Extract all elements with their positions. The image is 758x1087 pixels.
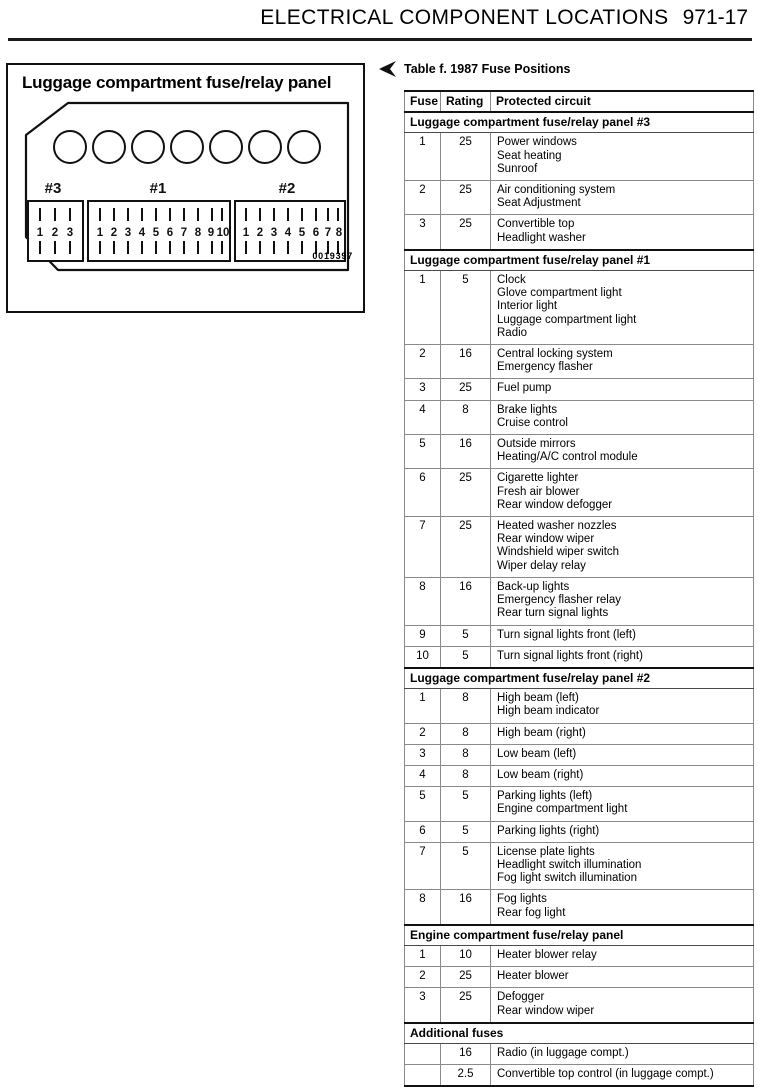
cell-fuse-rating: 5 (441, 625, 491, 646)
circuit-line: Central locking system (497, 348, 613, 361)
circuit-line: Outside mirrors (497, 438, 576, 451)
table-row (405, 765, 754, 786)
cell-protected-circuit (491, 517, 754, 578)
circuit-line: Rear fog light (497, 906, 566, 919)
table-row (405, 577, 754, 625)
circuit-line: Emergency flasher (497, 361, 593, 374)
cell-fuse-number: 3 (405, 215, 441, 250)
cell-protected-circuit (491, 646, 754, 668)
cell-fuse-rating: 25 (441, 379, 491, 400)
circuit-line: Convertible top control (in luggage compt.) (497, 1068, 714, 1081)
circuit-line: Low beam (left) (497, 747, 577, 760)
table-row (405, 1065, 754, 1087)
svg-text:7: 7 (180, 227, 188, 239)
svg-text:1: 1 (242, 227, 250, 239)
svg-text:8: 8 (335, 227, 343, 239)
cell-fuse-rating: 8 (441, 765, 491, 786)
diagram-caption: Luggage compartment fuse/relay panel (22, 73, 332, 92)
cell-fuse-number: 1 (405, 271, 441, 345)
circuit-line: Heating/A/C control module (497, 451, 638, 464)
cell-fuse-number: 7 (405, 842, 441, 890)
cell-fuse-number: 1 (405, 133, 441, 181)
cell-fuse-rating: 5 (441, 787, 491, 821)
cell-protected-circuit (491, 400, 754, 434)
table-row (405, 646, 754, 668)
table-caption (378, 59, 571, 79)
cell-fuse-rating: 16 (441, 435, 491, 469)
cell-fuse-rating: 25 (441, 181, 491, 215)
svg-text:2: 2 (51, 227, 59, 239)
circuit-line: Engine compartment light (497, 803, 628, 816)
svg-text:4: 4 (284, 227, 292, 239)
cell-fuse-number: 10 (405, 646, 441, 668)
table-caption-text: Table f. 1987 Fuse Positions (404, 62, 571, 76)
cell-fuse-number: 2 (405, 723, 441, 744)
cell-fuse-rating: 8 (441, 744, 491, 765)
table-row (405, 723, 754, 744)
table-section-header-row (405, 250, 754, 271)
fuse-positions-table (404, 90, 754, 1087)
circuit-line: Seat heating (497, 149, 562, 162)
circuit-line: Heater blower (497, 970, 569, 983)
relay-socket (54, 131, 86, 163)
relay-socket (171, 131, 203, 163)
circuit-line: Luggage compartment light (497, 313, 637, 326)
circuit-line: Wiper delay relay (497, 559, 586, 572)
svg-text:3: 3 (66, 227, 74, 239)
left-arrow-icon (378, 59, 398, 79)
panel-outline-drawing (8, 95, 359, 307)
header-divider (8, 38, 752, 41)
fuse-block-3-label: #3 (44, 180, 62, 197)
cell-fuse-rating: 25 (441, 517, 491, 578)
figure-reference-code: 0019397 (312, 251, 353, 261)
svg-text:5: 5 (298, 227, 306, 239)
table-row (405, 345, 754, 379)
cell-fuse-rating: 2.5 (441, 1065, 491, 1087)
circuit-line: Parking lights (right) (497, 824, 600, 837)
cell-protected-circuit (491, 577, 754, 625)
table-row (405, 821, 754, 842)
table-row (405, 967, 754, 988)
table-row (405, 400, 754, 434)
circuit-line: Headlight switch illumination (497, 858, 642, 871)
table-row (405, 890, 754, 925)
page-title (260, 6, 748, 30)
relay-socket (132, 131, 164, 163)
table-row (405, 379, 754, 400)
cell-fuse-rating: 25 (441, 988, 491, 1023)
table-section-title: Luggage compartment fuse/relay panel #2 (405, 668, 754, 689)
table-row (405, 988, 754, 1023)
cell-protected-circuit (491, 821, 754, 842)
circuit-line: Rear window defogger (497, 498, 613, 511)
cell-fuse-rating: 8 (441, 723, 491, 744)
table-section-title: Additional fuses (405, 1023, 754, 1044)
table-row (405, 435, 754, 469)
cell-fuse-number: 7 (405, 517, 441, 578)
table-body (405, 112, 754, 1086)
table-row (405, 271, 754, 345)
cell-protected-circuit (491, 181, 754, 215)
cell-fuse-number: 8 (405, 890, 441, 925)
table-section-header-row (405, 112, 754, 133)
cell-protected-circuit (491, 469, 754, 517)
table-row (405, 744, 754, 765)
page-number: 971-17 (682, 6, 748, 29)
cell-protected-circuit (491, 890, 754, 925)
table-section-title: Engine compartment fuse/relay panel (405, 925, 754, 946)
circuit-line: Interior light (497, 300, 558, 313)
circuit-line: Windshield wiper switch (497, 546, 620, 559)
circuit-line: Fuel pump (497, 382, 552, 395)
column-header-rating: Rating (441, 91, 491, 112)
cell-fuse-rating: 25 (441, 215, 491, 250)
cell-protected-circuit (491, 689, 754, 723)
table-row (405, 1043, 754, 1064)
svg-text:6: 6 (312, 227, 320, 239)
fuse-block-2-label: #2 (278, 180, 296, 197)
cell-fuse-rating: 5 (441, 646, 491, 668)
circuit-line: Convertible top (497, 218, 575, 231)
cell-fuse-number: 8 (405, 577, 441, 625)
table-row (405, 625, 754, 646)
table-row (405, 842, 754, 890)
cell-protected-circuit (491, 435, 754, 469)
circuit-line: Radio (497, 326, 528, 339)
circuit-line: Fresh air blower (497, 485, 580, 498)
table-row (405, 945, 754, 966)
table-row (405, 215, 754, 250)
circuit-line: Turn signal lights front (left) (497, 628, 636, 641)
cell-fuse-rating: 16 (441, 345, 491, 379)
table-row (405, 787, 754, 821)
cell-protected-circuit (491, 379, 754, 400)
cell-fuse-number: 6 (405, 821, 441, 842)
cell-protected-circuit (491, 945, 754, 966)
fuse-block-3-numbers (37, 227, 73, 239)
cell-fuse-rating: 16 (441, 890, 491, 925)
circuit-line: Radio (in luggage compt.) (497, 1046, 629, 1059)
table-section-header-row (405, 925, 754, 946)
circuit-line: License plate lights (497, 845, 595, 858)
relay-socket (93, 131, 125, 163)
cell-protected-circuit (491, 787, 754, 821)
svg-text:1: 1 (96, 227, 104, 239)
svg-text:1: 1 (36, 227, 44, 239)
circuit-line: Cigarette lighter (497, 472, 579, 485)
cell-fuse-number: 4 (405, 400, 441, 434)
cell-fuse-rating: 5 (441, 271, 491, 345)
table-row (405, 469, 754, 517)
relay-socket (288, 131, 320, 163)
circuit-line: Turn signal lights front (right) (497, 649, 643, 662)
column-header-circuit: Protected circuit (491, 91, 754, 112)
cell-fuse-rating: 10 (441, 945, 491, 966)
cell-fuse-number: 3 (405, 379, 441, 400)
relay-socket (210, 131, 242, 163)
table-row (405, 133, 754, 181)
cell-protected-circuit (491, 842, 754, 890)
cell-fuse-number: 1 (405, 689, 441, 723)
cell-fuse-number: 3 (405, 744, 441, 765)
circuit-line: Fog lights (497, 893, 547, 906)
svg-text:2: 2 (256, 227, 264, 239)
table-section-header-row (405, 668, 754, 689)
cell-protected-circuit (491, 345, 754, 379)
cell-protected-circuit (491, 271, 754, 345)
circuit-line: Cruise control (497, 416, 568, 429)
circuit-line: Glove compartment light (497, 287, 622, 300)
circuit-line: Rear turn signal lights (497, 607, 609, 620)
svg-text:8: 8 (194, 227, 202, 239)
cell-protected-circuit (491, 1065, 754, 1087)
cell-fuse-rating: 16 (441, 577, 491, 625)
table-header-row (405, 91, 754, 112)
circuit-line: Low beam (right) (497, 768, 584, 781)
circuit-line: High beam indicator (497, 705, 600, 718)
table-section-title: Luggage compartment fuse/relay panel #1 (405, 250, 754, 271)
table-row (405, 181, 754, 215)
cell-protected-circuit (491, 988, 754, 1023)
cell-protected-circuit (491, 744, 754, 765)
fuse-block-1-label: #1 (149, 180, 167, 197)
cell-fuse-number (405, 1043, 441, 1064)
cell-fuse-rating: 16 (441, 1043, 491, 1064)
svg-text:7: 7 (324, 227, 332, 239)
svg-text:3: 3 (270, 227, 278, 239)
svg-text:6: 6 (166, 227, 174, 239)
svg-text:5: 5 (152, 227, 160, 239)
circuit-line: Back-up lights (497, 580, 570, 593)
circuit-line: Heater blower relay (497, 948, 597, 961)
cell-fuse-rating: 5 (441, 842, 491, 890)
svg-text:2: 2 (110, 227, 118, 239)
circuit-line: Defogger (497, 991, 545, 1004)
cell-fuse-rating: 25 (441, 469, 491, 517)
circuit-line: Rear window wiper (497, 533, 595, 546)
page-header (0, 0, 758, 44)
cell-fuse-number: 2 (405, 345, 441, 379)
cell-fuse-rating: 8 (441, 400, 491, 434)
circuit-line: Brake lights (497, 403, 558, 416)
table-row (405, 689, 754, 723)
circuit-line: Seat Adjustment (497, 197, 581, 210)
cell-fuse-number: 5 (405, 787, 441, 821)
circuit-line: Sunroof (497, 162, 538, 175)
column-header-fuse: Fuse (405, 91, 441, 112)
cell-fuse-rating: 8 (441, 689, 491, 723)
cell-protected-circuit (491, 625, 754, 646)
cell-protected-circuit (491, 723, 754, 744)
circuit-line: Power windows (497, 136, 577, 149)
table-section-title: Luggage compartment fuse/relay panel #3 (405, 112, 754, 133)
cell-protected-circuit (491, 133, 754, 181)
cell-protected-circuit (491, 967, 754, 988)
fuse-panel-diagram (6, 63, 365, 313)
circuit-line: Clock (497, 274, 526, 287)
page-title-text: ELECTRICAL COMPONENT LOCATIONS (260, 6, 669, 29)
fuse-table-container (404, 90, 753, 1087)
cell-fuse-rating: 5 (441, 821, 491, 842)
circuit-line: High beam (left) (497, 692, 579, 705)
circuit-line: High beam (right) (497, 726, 586, 739)
circuit-line: Headlight washer (497, 231, 586, 244)
cell-fuse-number: 6 (405, 469, 441, 517)
cell-fuse-number: 5 (405, 435, 441, 469)
circuit-line: Rear window wiper (497, 1004, 595, 1017)
cell-protected-circuit (491, 765, 754, 786)
svg-text:3: 3 (124, 227, 132, 239)
cell-fuse-number (405, 1065, 441, 1087)
table-section-header-row (405, 1023, 754, 1044)
cell-fuse-number: 1 (405, 945, 441, 966)
cell-fuse-number: 9 (405, 625, 441, 646)
svg-text:4: 4 (138, 227, 146, 239)
svg-text:10: 10 (216, 227, 230, 239)
cell-protected-circuit (491, 215, 754, 250)
circuit-line: Heated washer nozzles (497, 520, 617, 533)
circuit-line: Emergency flasher relay (497, 594, 621, 607)
cell-fuse-number: 2 (405, 181, 441, 215)
circuit-line: Fog light switch illumination (497, 872, 637, 885)
cell-fuse-number: 3 (405, 988, 441, 1023)
cell-fuse-number: 2 (405, 967, 441, 988)
circuit-line: Air conditioning system (497, 184, 616, 197)
cell-protected-circuit (491, 1043, 754, 1064)
cell-fuse-rating: 25 (441, 133, 491, 181)
table-row (405, 517, 754, 578)
svg-text:9: 9 (207, 227, 215, 239)
cell-fuse-number: 4 (405, 765, 441, 786)
circuit-line: Parking lights (left) (497, 790, 593, 803)
cell-fuse-rating: 25 (441, 967, 491, 988)
relay-socket (249, 131, 281, 163)
